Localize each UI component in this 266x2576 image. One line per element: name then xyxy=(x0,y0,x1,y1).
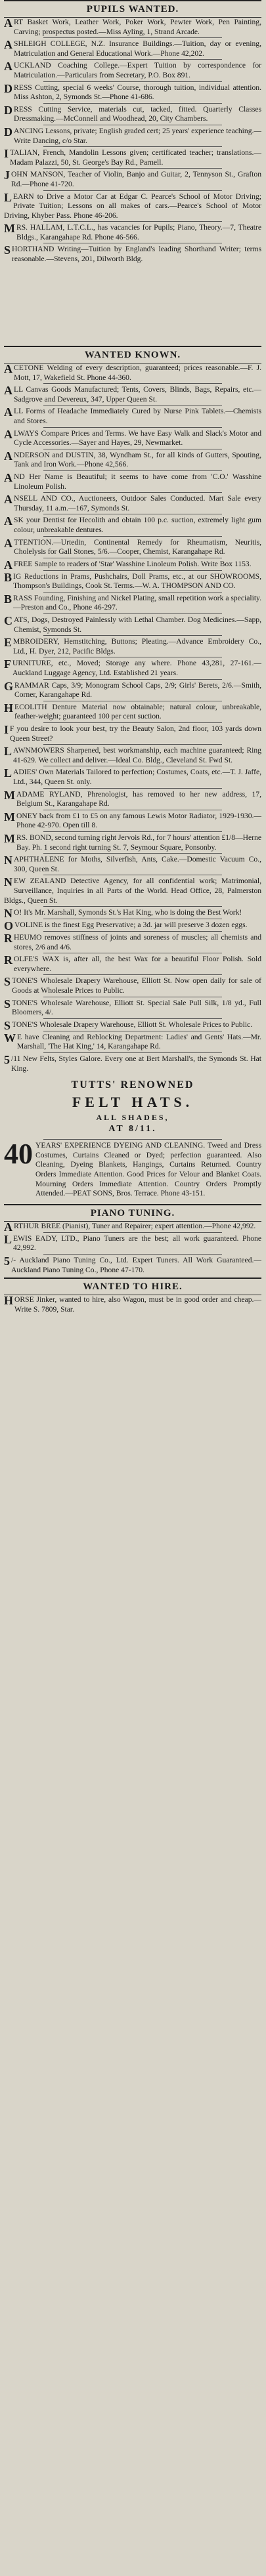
drop-capital: O xyxy=(4,919,14,933)
ad-separator xyxy=(43,470,222,471)
ad-text: ANCING Lessons, private; English graded cert; 25 years' experience teaching.—Write Dancing, c/o Star. xyxy=(14,126,261,145)
classified-ad xyxy=(4,1033,261,1052)
ad-separator xyxy=(43,103,222,104)
classified-ad xyxy=(4,1222,261,1232)
drop-capital: F xyxy=(4,657,11,671)
drop-capital: M xyxy=(4,831,15,845)
ad-text: APHTHALENE for Moths, Silverfish, Ants, Cake.—Domestic Vacuum Co., 300, Queen St. xyxy=(14,855,261,873)
classified-ad xyxy=(4,703,261,722)
section-pupils-wanted xyxy=(4,18,261,346)
ad-text: RAMMAR Caps, 3/9; Monogram School Caps, 2/9; Girls' Berets, 2/6.—Smith, Corner, Karangahape Rd. xyxy=(14,680,261,699)
ad-separator xyxy=(43,1052,222,1053)
ad-text: RT Basket Work, Leather Work, Poker Work, Pewter Work, Pen Painting, Carving; prospectus posted.—Miss Ayling, 1, Strand Arcade. xyxy=(14,18,261,36)
drop-capital: M xyxy=(4,788,15,802)
ad-text: EARN to Drive a Motor Car at Edgar C. Pearce's School of Motor Driving; Private Tuition; Lessons on all makes of cars.—Pearce's School of Motor Driving, Khyber Pass. Phone 46-206. xyxy=(4,192,261,220)
ad-separator xyxy=(43,146,222,147)
drop-capital: L xyxy=(4,1232,12,1246)
ad-separator xyxy=(43,906,222,907)
classified-ad xyxy=(4,1054,261,1073)
drop-capital: A xyxy=(4,364,12,375)
drop-capital: 5 xyxy=(4,1254,10,1268)
classified-ad xyxy=(4,170,261,189)
drop-capital: E xyxy=(4,636,12,650)
ad-separator xyxy=(43,37,222,38)
drop-capital: M xyxy=(4,810,15,823)
drop-capital: S xyxy=(4,975,11,989)
ad-text: LWAYS Compare Prices and Terms. We have Easy Walk and Slack's Motor and Cycle Accessories.—Sayer and Hayes, 29, Newmarket. xyxy=(14,428,261,447)
classified-ad xyxy=(4,746,261,765)
classified-ad xyxy=(4,976,261,995)
ad-text: EW ZEALAND Detective Agency, for all confidential work; Matrimonial, Surveillance, Inquiries in all Parts of the World. Head Office, 28, Palmerston Bldgs., Queen St. xyxy=(4,877,261,905)
classified-ad xyxy=(4,127,261,146)
section-heading-wanted-to-hire: WANTED TO HIRE. xyxy=(83,1281,183,1293)
ad-text: F you desire to look your best, try the Beauty Salon, 2nd floor, 103 yards down Queen Street? xyxy=(10,724,261,743)
classified-ad xyxy=(4,572,261,591)
drop-capital: H xyxy=(4,1294,14,1308)
ad-text: CETONE Welding of every description, guaranteed; prices reasonable.—F. J. Mott, 17, Wakefield St. Phone 44-360. xyxy=(14,364,261,382)
drop-capital: D xyxy=(4,81,12,95)
ad-separator xyxy=(43,613,222,614)
ad-separator xyxy=(43,570,222,571)
ad-separator xyxy=(43,59,222,60)
classified-ad xyxy=(4,560,261,570)
classified-ad xyxy=(4,61,261,80)
price-line: AT 8/11. xyxy=(108,1124,157,1134)
classified-ad xyxy=(4,148,261,167)
ad-text: ATS, Dogs, Destroyed Painlessly with Lethal Chamber. Dog Medicines.—Sapp, Chemist, Symonds St. xyxy=(14,615,261,634)
classified-ad xyxy=(4,18,261,37)
drop-capital: A xyxy=(4,38,12,52)
classified-ad xyxy=(4,933,261,952)
classified-ad xyxy=(4,833,261,852)
ad-separator xyxy=(43,221,222,222)
ad-separator xyxy=(43,722,222,723)
classified-ad xyxy=(4,516,261,535)
section-heading-pupils-wanted: PUPILS WANTED. xyxy=(86,4,179,14)
drop-capital: A xyxy=(4,384,12,398)
ad-separator xyxy=(43,492,222,493)
drop-capital: J xyxy=(4,169,10,182)
ad-text: SHLEIGH COLLEGE, N.Z. Insurance Buildings.—Tuition, day or evening, Matriculation and General Educational Work.—Phone 42,202. xyxy=(14,39,261,58)
ad-separator xyxy=(43,974,222,975)
ad-text: RESS Cutting Service, materials cut, tacked, fitted. Quarterly Classes Dressmaking.—McConnell and Woodhead, 20, City Chambers. xyxy=(14,104,261,123)
ad-separator xyxy=(43,788,222,789)
drop-capital: R xyxy=(4,932,12,945)
classified-ad xyxy=(4,907,261,921)
ad-text: ADAME RYLAND, Phrenologist, has removed to her new address, 17, Belgium St., Karangahape Rd. xyxy=(16,789,261,808)
drop-capital: A xyxy=(4,60,12,73)
ad-separator xyxy=(43,931,222,932)
drop-capital: L xyxy=(4,745,12,758)
ad-separator xyxy=(43,744,222,745)
classified-ad xyxy=(4,451,261,470)
classified-ad xyxy=(4,407,261,426)
classified-ad xyxy=(4,812,261,831)
forty-numeral: 40 xyxy=(4,1138,33,1171)
classified-ad xyxy=(4,955,261,974)
drop-capital: A xyxy=(4,493,12,507)
classified-ad xyxy=(4,105,261,124)
section-heading-piano-tuning: PIANO TUNING. xyxy=(90,1207,175,1218)
classified-ad xyxy=(4,429,261,448)
ad-text: TONE'S Wholesale Drapery Warehouse, Elliott St. Wholesale Prices to Public. xyxy=(12,1020,253,1029)
ad-text: NDERSON and DUSTIN, 38, Wyndham St., for all kinds of Gutters, Spouting, Tank and Iron Work.—Phone 42,566. xyxy=(14,450,261,469)
ad-text: ND Her Name is Beautiful; it seems to have come from 'C.O.' Wasshine Linoleum Polish. xyxy=(14,472,261,491)
classified-ad xyxy=(4,223,261,242)
drop-capital: 5 xyxy=(4,1053,10,1067)
drop-capital: A xyxy=(4,18,12,30)
ad-text: TALIAN, French, Mandolin Lessons given; certificated teacher; translations.—Madam Palazzi, 50, St. George's Bay Rd., Parnell. xyxy=(10,148,261,167)
classified-ad xyxy=(4,877,261,905)
classified-ad xyxy=(4,637,261,656)
drop-capital: C xyxy=(4,614,12,628)
ad-text: IG Reductions in Prams, Pushchairs, Doll Prams, etc., at our SHOWROOMS, Thompson's Buildings, Cook St. Terms.—W. A. THOMPSON AND CO. xyxy=(13,571,261,591)
classified-ad xyxy=(4,659,261,678)
ad-text: RTHUR BREE (Pianist), Tuner and Repairer; expert attention.—Phone 42,992. xyxy=(14,1221,256,1230)
classified-ad xyxy=(4,919,261,933)
drop-capital: A xyxy=(4,536,12,550)
ad-text: MBROIDERY, Hemstitching, Buttons; Pleating.—Advance Embroidery Co., Ltd., H. Dyer, 212, Pacific Bldgs. xyxy=(13,637,261,655)
classified-ad xyxy=(4,855,261,874)
drop-capital: W xyxy=(4,1031,16,1045)
drop-capital: N xyxy=(4,875,12,889)
ad-separator xyxy=(43,635,222,636)
ad-text: E have Cleaning and Reblocking Department: Ladies' and Gents' Hats.—Mr. Marshall, 'The Hat King,' 14, Karangahape Rd. xyxy=(17,1032,261,1051)
classified-ad xyxy=(4,494,261,513)
drop-capital: A xyxy=(4,558,12,571)
classified-ad xyxy=(4,538,261,557)
drop-capital: N xyxy=(4,907,12,921)
classified-ad xyxy=(4,681,261,700)
ad-separator xyxy=(43,1232,222,1233)
classified-ad xyxy=(4,1234,261,1253)
drop-capital: S xyxy=(4,1018,11,1032)
ad-text: SK your Dentist for Hecolith and obtain 100 p.c. suction, extremely light gum colour, unbreakable dentures. xyxy=(14,516,261,534)
ad-text: HEUMO removes stiffness of joints and soreness of muscles; all chemists and stores, 2/6 and 4/6. xyxy=(14,933,261,951)
tutts-headline: TUTTS' RENOWNED xyxy=(71,1079,194,1091)
drop-capital: G xyxy=(4,679,14,693)
classified-ad xyxy=(4,768,261,787)
ad-text: RS. HALLAM, L.T.C.L., has vacancies for Pupils; Piano, Theory.—7, Theatre Bldgs., Karangahape Rd. Phone 46-566. xyxy=(16,223,261,241)
classified-ad xyxy=(4,83,261,102)
ad-text: RS. BOND, second turning right Jervois Rd., for 7 hours' attention £1/8—Herne Bay. Ph. 1 second right turning St. 7, Seymour Square, Ponsonby. xyxy=(16,833,261,852)
ad-separator xyxy=(43,1254,222,1255)
drop-capital: B xyxy=(4,570,12,584)
section-heading-wanted-known: WANTED KNOWN. xyxy=(84,350,181,360)
dyeing-advert-text: YEARS' EXPERIENCE DYEING AND CLEANING. Tweed and Dress Costumes, Curtains Cleaned or Dyed; perfection guaranteed. Also Cleaning, Dyeing Blankets, Hangings, Curtains Returned. Country Orders Immediate Attention. Good Prices for Velour and Blanket Coats. Mourning Orders Immediate Attention. Country Orders Promptly Attended.—PEAT SONS, Bros. Terrace. Phone 43-151. xyxy=(35,1141,261,1198)
ad-text: FREE Sample to readers of 'Star' Wasshine Linoleum Polish. Write Box 1153. xyxy=(14,559,252,568)
ad-text: O! It's Mr. Marshall, Symonds St.'s Hat King, who is doing the Best Work! xyxy=(14,908,242,917)
classified-ad xyxy=(4,615,261,634)
ad-separator xyxy=(43,831,222,832)
classified-column xyxy=(4,0,261,2576)
ad-separator xyxy=(43,190,222,191)
felt-hats-headline: FELT HATS. xyxy=(72,1094,194,1111)
ad-text: RESS Cutting, special 6 weeks' Course, thorough tuition, individual attention. Miss Ashton, 2, Symonds St.—Phone 41-686. xyxy=(14,83,261,102)
classified-ad xyxy=(4,364,261,383)
classified-ad xyxy=(4,385,261,404)
ad-text: RASS Founding, Finishing and Nickel Plating, small repetition work a speciality.—Preston and Co., Phone 46-297. xyxy=(13,593,261,612)
drop-capital: S xyxy=(4,997,11,1010)
ad-separator xyxy=(43,81,222,82)
classified-ad xyxy=(4,999,261,1018)
classified-ad xyxy=(4,472,261,491)
classified-ad xyxy=(4,1295,261,1314)
drop-capital: H xyxy=(4,701,14,715)
ad-separator xyxy=(43,383,222,384)
ad-text: OLFE'S WAX is, after all, the best Wax for a beautiful Floor Polish. Sold everywhere. xyxy=(14,955,261,973)
ad-text: ORSE Jinker, wanted to hire, also Wagon, must be in good order and cheap.—Write S. 7809, Star. xyxy=(14,1295,261,1314)
ad-text: /- Auckland Piano Tuning Co., Ltd. Expert Tuners. All Work Guaranteed.—Auckland Piano Tuning Co., Phone 47-170. xyxy=(11,1255,261,1274)
classified-ad xyxy=(4,245,261,264)
section-wanted-known xyxy=(4,364,261,2576)
drop-capital: D xyxy=(4,125,12,138)
classified-ad xyxy=(4,192,261,221)
drop-capital: D xyxy=(4,103,12,117)
ad-text: LL Forms of Headache Immediately Cured by Nurse Pink Tablets.—Chemists and Stores. xyxy=(14,407,261,425)
ad-text: TONE'S Wholesale Drapery Warehouse, Elliott St. Now open daily for sale of Goods at Wholesale Prices to Public. xyxy=(12,976,261,995)
drop-capital: S xyxy=(4,243,11,257)
drop-capital: N xyxy=(4,854,12,867)
classified-ad xyxy=(4,594,261,613)
drop-capital: A xyxy=(4,449,12,463)
classified-ad xyxy=(4,1256,261,1275)
ad-separator xyxy=(43,1139,222,1140)
drop-capital: A xyxy=(4,514,12,528)
classified-ad xyxy=(4,1020,261,1030)
ad-text: TTENTION.—Urtedin, Continental Remedy for Rheumatism, Neuritis, Cholelysis for Gall Stones, 5/6.—Cooper, Chemist, Karangahape Rd. xyxy=(14,537,261,556)
ad-text: NSELL AND CO., Auctioneers, Outdoor Sales Conducted. Mart Sale every Thursday, 11 a.m.—167, Symonds St. xyxy=(14,494,261,512)
ad-text: URNITURE, etc., Moved; Storage any where. Phone 43,281, 27-161.—Auckland Luggage Agency, Ltd. Established 21 years. xyxy=(12,659,261,678)
drop-capital: L xyxy=(4,766,12,780)
classified-ad xyxy=(4,39,261,58)
ad-text: LL Canvas Goods Manufactured; Tents, Covers, Blinds, Bags, Repairs, etc.—Sadgrove and Devereux, 347, Upper Queen St. xyxy=(14,385,261,404)
ad-text: AWNMOWERS Sharpened, best workmanship, each machine guaranteed; Ring 41-629. We collect and deliver.—Ideal Co. Bldg., Cleveland St. Fwd St. xyxy=(13,746,261,764)
drop-capital: I xyxy=(4,723,9,736)
drop-capital: A xyxy=(4,470,12,484)
ad-separator xyxy=(43,1018,222,1019)
ad-text: VOLINE is the finest Egg Preservative; a 3d. jar will preserve 3 dozen eggs. xyxy=(14,921,248,930)
ad-separator xyxy=(43,427,222,428)
ad-text: ADIES' Own Materials Tailored to perfection; Costumes, Coats, etc.—T. J. Jaffe, Ltd., 344, Queen St. only. xyxy=(13,768,261,786)
ad-separator xyxy=(43,168,222,169)
drop-capital: A xyxy=(4,427,12,441)
ad-text: EWIS EADY, LTD., Piano Tuners are the best; all work guaranteed. Phone 42,992. xyxy=(13,1234,261,1253)
drop-capital: M xyxy=(4,222,15,236)
ad-text: UCKLAND Coaching College.—Expert Tuition by correspondence for Matriculation.—Particulars from Secretary, P.O. Box 891. xyxy=(14,61,261,79)
ad-separator xyxy=(43,679,222,680)
ad-text: OHN MANSON, Teacher of Violin, Banjo and Guitar, 2, Tennyson St., Grafton Rd.—Phone 41-720. xyxy=(11,170,261,188)
classified-ad xyxy=(4,790,261,809)
drop-capital: I xyxy=(4,147,9,161)
ad-text: ONEY back from £1 to £5 on any famous Lewis Motor Radiator, 1929-1930.—Phone 42-970. Open till 8. xyxy=(16,811,261,830)
drop-capital: B xyxy=(4,592,12,606)
classified-ad xyxy=(4,724,261,743)
ad-text: ECOLITH Denture Material now obtainable; natural colour, unbreakable, feather-weight; guaranteed 100 per cent suction. xyxy=(14,702,261,721)
dyeing-advert xyxy=(4,1138,261,1199)
ad-text: HORTHAND Writing—Tuition by England's leading Shorthand Writer; terms reasonable.—Stevens, 201, Dilworth Bldg. xyxy=(12,245,261,264)
drop-capital: A xyxy=(4,1220,12,1234)
ad-text: /11 New Felts, Styles Galore. Every one at Bert Marshall's, the Symonds St. Hat King. xyxy=(11,1054,261,1073)
ad-separator xyxy=(43,536,222,537)
drop-capital: A xyxy=(4,405,12,419)
all-shades-line: ALL SHADES, xyxy=(96,1113,169,1123)
drop-capital: R xyxy=(4,953,12,967)
drop-capital: L xyxy=(4,190,12,204)
ad-text: TONE'S Wholesale Warehouse, Elliott St. Special Sale Pull Silk, 1/8 yd., Full Bloomers, 4/. xyxy=(12,998,261,1017)
ad-separator xyxy=(43,853,222,854)
